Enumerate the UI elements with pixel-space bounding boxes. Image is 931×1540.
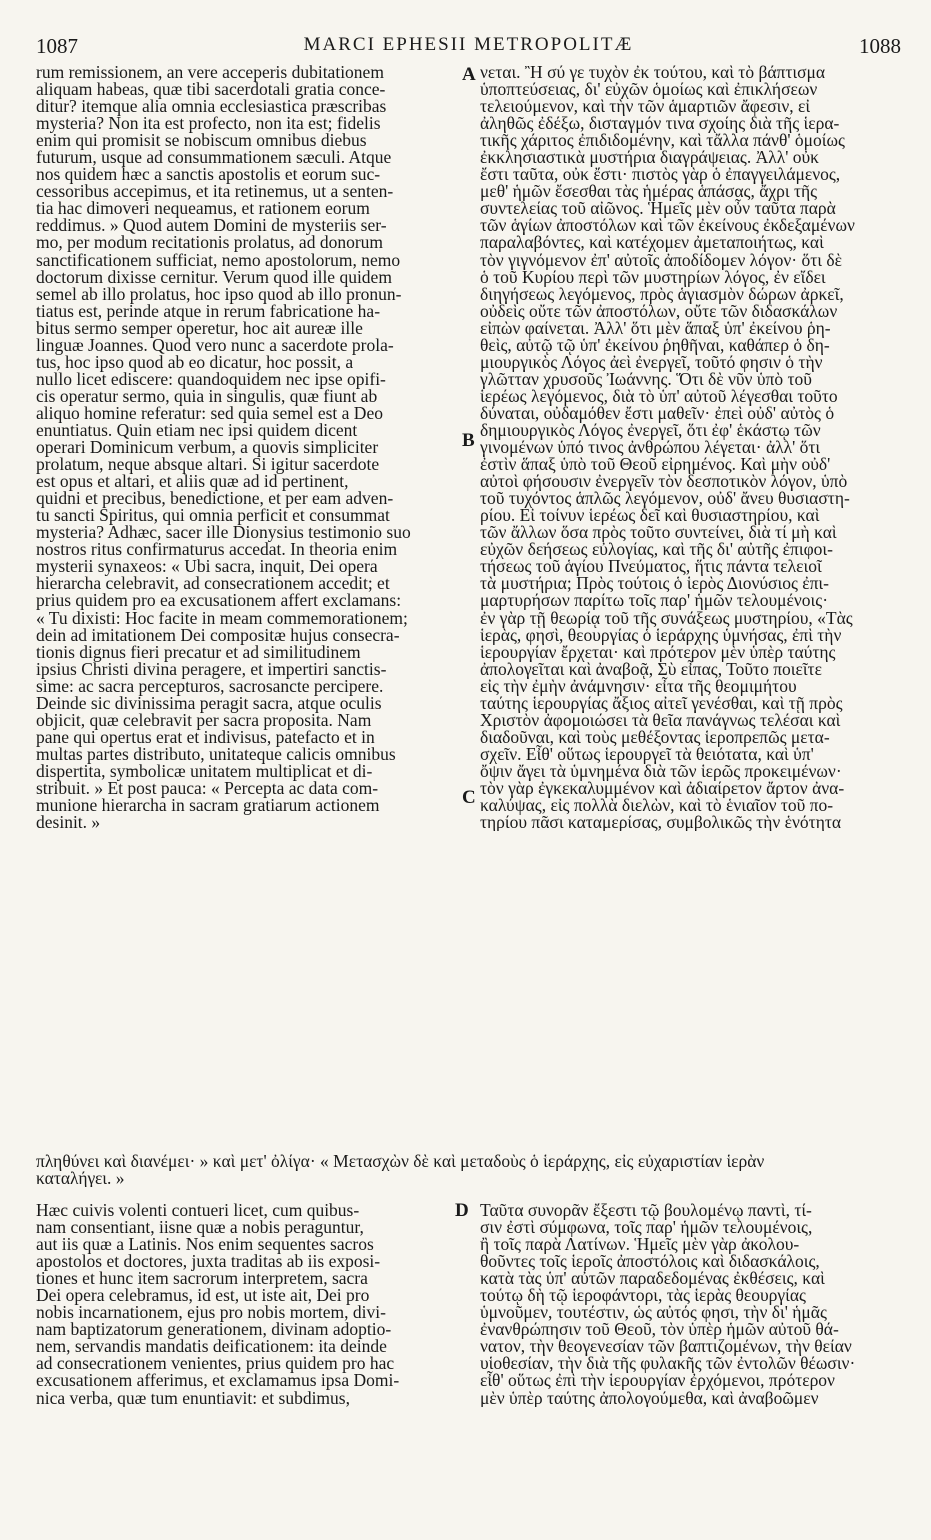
- latin-line: tia hac dimoveri nequeamus, et rationem eorum: [36, 198, 370, 219]
- greek-line: ὄψιν ἄγει τὰ ὑμνημένα διὰ τῶν ἱερῶς προκειμένων·: [480, 760, 842, 781]
- greek-line: ἔστι ταῦτα, οὐκ ἔστι· πιστὸς γὰρ ὁ ἐπαγγειλάμενος,: [480, 164, 841, 185]
- greek-line: τῶν ἁγίων ἀποστόλων καὶ τῶν ἐκείνους ἐκδεξαμένων: [480, 215, 855, 236]
- latin-line: aut iis quæ a Latinis. Nos enim sequentes sacros: [36, 1234, 374, 1255]
- latin-line: aliquam habeas, quæ tibi sacerdotali gratia conce-: [36, 79, 386, 100]
- greek-line: δημιουργικὸς Λόγος ἐνεργεῖ, ὅτι ἐφ' ἑκάστῳ τῶν: [480, 419, 821, 440]
- greek-line: τικῆς χάριτος ἐπιδιδομένην, καὶ τἄλλα πάνθ' ὁμοίως: [480, 130, 845, 151]
- latin-line: desinit. »: [36, 812, 101, 832]
- latin-line: mysteria? Non ita est profecto, non ita est; fidelis: [36, 113, 381, 134]
- latin-line: sanctificationem sufficiat, nemo apostolorum, nemo: [36, 249, 401, 270]
- greek-line: μεθ' ἡμῶν ἔσεσθαι τὰς ἡμέρας ἁπάσας, ἄχρι τῆς: [480, 181, 818, 202]
- latin-line: nos quidem hæc a sanctis apostolis et eorum suc-: [36, 164, 381, 185]
- latin-line: sime: ac sacra percepturos, sacrosancte percipere.: [36, 675, 384, 696]
- greek-line: μαρτυρήσων παρίτω τοῖς παρ' ἡμῶν τελουμένοις·: [480, 590, 829, 611]
- greek-line: τηρίου πᾶσι καταμερίσας, συμβολικῶς τὴν ἑνότητα: [480, 812, 842, 832]
- greek-line: ἱερέως λεγόμενος, διὰ τὸ ὑπ' αὐτοῦ λέγεσθαι τοῦτο: [480, 385, 838, 406]
- greek-line: ἀληθῶς ἐδέξω, δισταγμόν τινα σχοίης διὰ τῆς ἱερα-: [480, 113, 840, 134]
- greek-line: μὲν ὑπὲρ ταύτης ἀπολογούμεθα, καὶ ἀναβοῶμεν: [480, 1387, 819, 1407]
- greek-line: Ταῦτα συνορᾶν ἔξεστι τῷ βουλομένῳ παντὶ, τί-: [480, 1202, 812, 1220]
- latin-line: bitus sermo semper operetur, hoc ait aureæ ille: [36, 317, 363, 338]
- latin-line: est opus et altari, et aliis quæ ad id pertinent,: [36, 471, 349, 492]
- greek-line: ρίου. Εἰ τοίνυν ἱερέως δεῖ καὶ θυσιαστηρίου, καὶ: [480, 505, 820, 526]
- greek-line: εἰς τὴν ἐμὴν ἀνάμνησιν· εἶτα τῆς θεομιμήτου: [480, 675, 797, 696]
- greek-line: ἐκκλησιαστικὰ μυστήρια διαγράψειας. Ἀλλ' οὐκ: [480, 147, 819, 168]
- greek-line: τῶν ἄλλων ὅσα πρὸς τοῦτο συντείνει, διὰ τί μὴ καὶ: [480, 522, 837, 543]
- latin-line: prius quidem pro ea excusationem affert exclamans:: [36, 590, 402, 611]
- latin-line: rum remissionem, an vere acceperis dubitationem: [36, 64, 384, 82]
- latin-line: tiones et hunc item sacrorum interpretem, sacra: [36, 1268, 368, 1289]
- latin-column-top: [36, 64, 456, 831]
- greek-line: καλύψας, εἰς πολλὰ διελὼν, καὶ τὸ ἑνιαῖον τοῦ πο-: [480, 795, 834, 816]
- greek-column-top: [480, 64, 905, 831]
- greek-line: σιν ἐστὶ σύμφωνα, τοῖς παρ' ἡμῶν τελουμένοις,: [480, 1217, 813, 1238]
- greek-line: νεται. Ἢ σύ γε τυχὸν ἐκ τούτου, καὶ τὸ βάπτισμα: [480, 64, 826, 82]
- greek-line: νατον, τὴν θεογενεσίαν τῶν βαπτιζομένων, τὴν θείαν: [480, 1336, 852, 1357]
- latin-line: stribuit. » Et post pauca: « Percepta ac data com-: [36, 777, 379, 798]
- right-page-number: 1088: [859, 34, 901, 58]
- greek-line: ὁ τοῦ Κυρίου περὶ τῶν μυστηρίων λόγος, ἐν εἴδει: [480, 266, 826, 287]
- latin-line: tus, hoc ipso quod ab eo dicatur, hoc possit, a: [36, 351, 354, 372]
- greek-line: ὑμνοῦμεν, τουτέστιν, ὡς αὐτός φησι, τὴν δι' ἡμᾶς: [480, 1302, 827, 1323]
- latin-line: dispertita, symbolicæ unitatem multiplicat et di-: [36, 760, 373, 781]
- latin-line: doctorum dixisse cernitur. Verum quod ille quidem: [36, 266, 392, 287]
- greek-line: ταύτης ἱερουργίας ἄξιος αἰτεῖ γενέσθαι, καὶ τῇ πρὸς: [480, 692, 843, 713]
- latin-line: ad consecrationem venientes, prius quidem pro hac: [36, 1353, 395, 1374]
- latin-line: objicit, quæ celebravit per sacra proposita. Nam: [36, 709, 372, 730]
- greek-line: ἱερὰς, φησὶ, θεουργίας ὁ ἱεράρχης ὑμνήσας, ἐπὶ τὴν: [480, 624, 842, 645]
- greek-line: ὑποπτεύσειας, δι' εὐχῶν ὁμοίως καὶ ἐπικλήσεων: [480, 79, 818, 100]
- greek-line: ἱερουργίαν ἔρχεται· καὶ πρότερον μὲν ὑπὲρ ταύτης: [480, 641, 836, 662]
- greek-line: γλῶτταν χρυσοῦς Ἰωάννης. Ὅτι δὲ νῦν ὑπὸ τοῦ: [480, 368, 812, 389]
- latin-line: semel ab illo prolatus, hoc ipso quod ab illo pronun-: [36, 283, 402, 304]
- greek-line: εἶθ' οὕτως ἐπὶ τὴν ἱερουργίαν ἐρχόμενοι, πρότερον: [480, 1370, 835, 1391]
- latin-line: mysterii synaxeos: « Ubi sacra, inquit, Dei opera: [36, 556, 378, 577]
- greek-line: τοῦ τυχόντος ἁπλῶς λεγόμενον, οὐδ' ἄνευ θυσιαστη-: [480, 488, 850, 509]
- greek-line: Χριστὸν ἀφομοιώσει τὰ θεῖα πανάγνως τελέσαι καὶ: [480, 709, 841, 730]
- latin-column-bottom: [36, 1202, 456, 1407]
- running-title: MARCI EPHESII METROPOLITÆ: [303, 34, 634, 55]
- section-marker-d: D: [455, 1200, 469, 1221]
- latin-line: linguæ Joannes. Quod vero nunc a sacerdote prola-: [36, 334, 394, 355]
- greek-line: εὐχῶν δεήσεως εὐλογίας, καὶ τῆς δι' αὐτῆς ἐπιφοι-: [480, 539, 833, 560]
- greek-line: διηγήσεως λεγόμενος, πρὸς ἁγιασμὸν δώρων ἀρκεῖ,: [480, 283, 844, 304]
- greek-line: τὸν γὰρ ἐγκεκαλυμμένον καὶ ἀδιαίρετον ἄρτον ἀνα-: [480, 777, 845, 798]
- greek-line: τούτῳ δὴ τῷ ἱεροφάντορι, τὰς ἱερὰς θεουργίας: [480, 1285, 806, 1306]
- greek-line: ἐστὶν ἅπαξ ὑπὸ τοῦ Θεοῦ εἰρημένος. Καὶ μὴν οὐδ': [480, 454, 831, 475]
- greek-line: ἐν γὰρ τῇ θεωρίᾳ τοῦ τῆς συνάξεως μυστηρίου, «Τὰς: [480, 607, 853, 628]
- latin-line: pane qui opertus erat et indivisus, patefacto et in: [36, 726, 375, 747]
- latin-line: enim qui promisit se nobiscum omnibus diebus: [36, 130, 367, 151]
- latin-line: futurum, usque ad consummationem sæculi. Atque: [36, 147, 392, 168]
- latin-line: cessoribus accepimus, et ita retinemus, ut a senten-: [36, 181, 394, 202]
- section-marker-c: C: [462, 787, 476, 808]
- latin-line: Dei opera celebramus, id est, ut iste ait, Dei pro: [36, 1285, 370, 1306]
- latin-line: nem, servandis mandatis deificationem: ita deinde: [36, 1336, 387, 1357]
- left-page-number: 1087: [36, 34, 78, 58]
- latin-line: reddimus. » Quod autem Domini de mysteriis ser-: [36, 215, 387, 236]
- latin-line: tu sancti Spiritus, qui omnia perficit et consummat: [36, 505, 390, 526]
- section-marker-a: A: [462, 64, 476, 85]
- latin-line: prolatum, neque absque altari. Si igitur sacerdote: [36, 454, 380, 475]
- latin-line: aliquo homine referatur: sed quia semel est a Deo: [36, 402, 383, 423]
- latin-line: nam consentiant, iisne quæ a nobis peraguntur,: [36, 1217, 364, 1238]
- latin-line: cis operatur sermo, quia in singulis, quæ fiunt ab: [36, 385, 378, 406]
- greek-line: τήσεως τοῦ ἁγίου Πνεύματος, ἥτις πάντα τελειοῖ: [480, 556, 822, 577]
- latin-line: mo, per modum recitationis prolatus, ad donorum: [36, 232, 384, 253]
- latin-line: nica verba, quæ tum enuntiavit: et subdimus,: [36, 1387, 350, 1407]
- latin-line: « Tu dixisti: Hoc facite in meam commemorationem;: [36, 607, 408, 628]
- latin-line: enuntiatus. Quin etiam nec ipsi quidem dicent: [36, 419, 358, 440]
- latin-line: tiatus est, perinde atque in rerum fabricatione ha-: [36, 300, 381, 321]
- greek-line: ἐνανθρώπησιν τοῦ Θεοῦ, τὸν ὑπὲρ ἡμῶν αὐτοῦ θά-: [480, 1319, 839, 1340]
- latin-line: munione hierarcha in sacram gratiarum actionem: [36, 795, 380, 816]
- greek-line: συντελείας τοῦ αἰῶνος. Ἡμεῖς μὲν οὖν ταῦτα παρὰ: [480, 198, 836, 219]
- latin-line: hierarcha celebravit, ad consecrationem accedit; et: [36, 573, 390, 594]
- latin-line: ipsius Christi divina peragere, et impertiri sanctis-: [36, 658, 387, 679]
- greek-line: ἀπολογεῖται καὶ ἀναβοᾷ, Σὺ εἶπας, Τοῦτο ποιεῖτε: [480, 658, 822, 679]
- latin-line: multas partes distributo, unitateque calicis omnibus: [36, 743, 396, 764]
- greek-line: υἱοθεσίαν, τὴν διὰ τῆς φυλακῆς τῶν ἐντολῶν θέωσιν·: [480, 1353, 856, 1374]
- latin-line: nullo licet ediscere: quandoquidem nec ipse opifi-: [36, 368, 386, 389]
- section-marker-b: B: [462, 430, 475, 451]
- greek-line: μιουργικὸς Λόγος ἀεὶ ἐνεργεῖ, τοῦτό φησιν ὁ τὴν: [480, 351, 823, 372]
- latin-line: mysteria? Adhæc, sacer ille Dionysius testimonio suo: [36, 522, 411, 543]
- greek-column-bottom: [480, 1202, 905, 1407]
- latin-line: tionis dignus fieri precatur et ad similitudinem: [36, 641, 361, 662]
- latin-line: Hæc cuivis volenti contueri licet, cum quibus-: [36, 1202, 360, 1220]
- greek-line: σχεῖν. Εἶθ' οὕτως ἱερουργεῖ τὰ θειότατα, καὶ ὑπ': [480, 743, 814, 764]
- greek-line: δύναται, οὐδαμόθεν ἔστι μαθεῖν· ἐπεὶ οὐδ' αὐτὸς ὁ: [480, 402, 835, 423]
- latin-line: nobis incarnationem, ejus pro nobis mortem, divi-: [36, 1302, 386, 1323]
- latin-line: nam baptizatorum generationem, divinam adoptio-: [36, 1319, 392, 1340]
- latin-line: ditur? itemque alia omnia ecclesiastica præscribas: [36, 96, 387, 117]
- greek-line: θοῦντες τοῖς ἱεροῖς ἀποστόλοις καὶ διδασκάλοις,: [480, 1251, 820, 1272]
- latin-line: excusationem afferimus, et exclamamus ipsa Domi-: [36, 1370, 400, 1391]
- greek-line: οὐδεὶς οὔτε τῶν ἀποστόλων, οὔτε τῶν διδασκάλων: [480, 300, 838, 321]
- latin-line: Deinde sic divinissima peragit sacra, atque oculis: [36, 692, 382, 713]
- running-header: [36, 34, 901, 60]
- greek-line: τὸν γιγνόμενον ἐπ' αὐτοῖς ἀποδίδομεν λόγον· ὅτι δὲ: [480, 249, 842, 270]
- greek-line: αὐτοὶ φήσουσιν ἐνεργεῖν τὸν δεσποτικὸν λόγον, ὑπὸ: [480, 471, 848, 492]
- greek-line: πληθύνει καὶ διανέμει· » καὶ μετ' ὀλίγα· « Μετασχὼν δὲ καὶ μεταδοὺς ὁ ἱεράρχης, εἰς εὐχαριστίαν ἱερὰν: [36, 1153, 765, 1171]
- greek-line: ἢ τοῖς παρὰ Λατίνων. Ἡμεῖς μὲν γὰρ ἀκολου-: [480, 1234, 800, 1255]
- greek-line: θεὶς, αὐτῷ τῷ ὑπ' ἐκείνου ῥηθῆναι, καθάπερ ὁ δη-: [480, 334, 830, 355]
- greek-line: εἰπὼν φαίνεται. Ἀλλ' ὅτι μὲν ἅπαξ ὑπ' ἐκείνου ῥη-: [480, 317, 831, 338]
- latin-line: quidni et precibus, benedictione, et per eam adven-: [36, 488, 394, 509]
- greek-line: γινομένων ὑπό τινος ἀνθρώπου λέγεται· ἀλλ' ὅτι: [480, 437, 821, 458]
- greek-line: τελειούμενον, καὶ τὴν τῶν ἁμαρτιῶν ἄφεσιν, εἰ: [480, 96, 811, 117]
- latin-line: nostros ritus confirmaturus accedat. In theoria enim: [36, 539, 398, 560]
- greek-line: διαδοῦναι, καὶ τοὺς μεθέξοντας ἱεροπρεπῶς μετα-: [480, 726, 830, 747]
- greek-line: κατὰ τὰς ὑπ' αὐτῶν παραδεδομένας ἐκθέσεις, καὶ: [480, 1268, 825, 1289]
- full-width-greek-lines: [36, 1153, 906, 1187]
- latin-line: apostolos et doctores, juxta traditas ab iis exposi-: [36, 1251, 381, 1272]
- greek-line: τὰ μυστήρια; Πρὸς τούτοις ὁ ἱερὸς Διονύσιος ἐπι-: [480, 573, 829, 594]
- latin-line: dein ad imitationem Dei compositæ hujus consecra-: [36, 624, 400, 645]
- greek-line: καταλήγει. »: [36, 1168, 125, 1188]
- greek-line: παραλαβόντες, καὶ κατέχομεν ἀμεταποιήτως, καὶ: [480, 232, 824, 253]
- latin-line: operari Dominicum verbum, a quovis simpliciter: [36, 437, 379, 458]
